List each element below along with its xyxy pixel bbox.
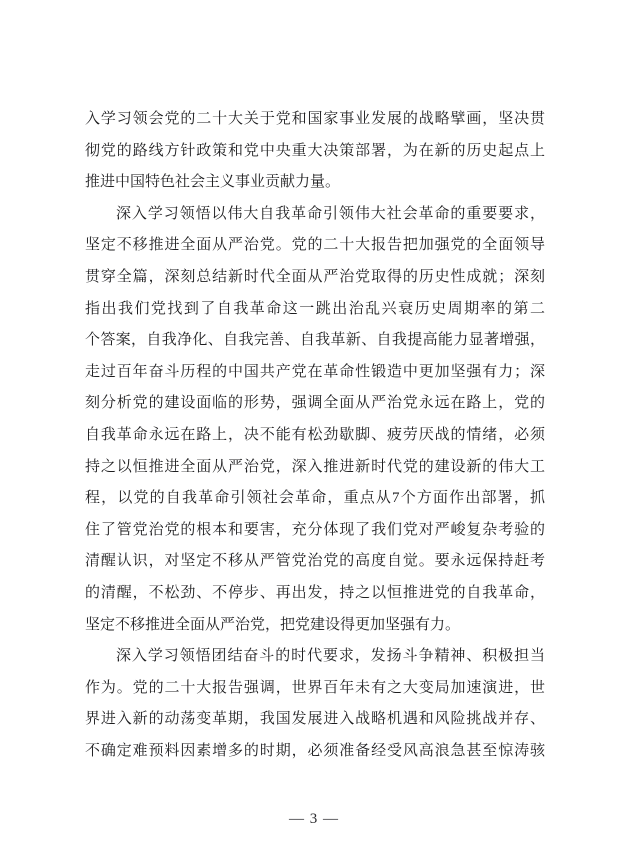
text-line: 自我革命永远在路上，决不能有松劲歇脚、疲劳厌战的情绪，必须 xyxy=(85,426,545,443)
text-line: 作为。党的二十大报告强调，世界百年未有之大变局加速演进，世 xyxy=(85,679,545,696)
text-line: 持之以恒推进全面从严治党，深入推进新时代党的建设新的伟大工 xyxy=(85,458,545,475)
text-line: 坚定不移推进全面从严治党。党的二十大报告把加强党的全面领导 xyxy=(85,237,545,254)
text-line: 贯穿全篇，深刻总结新时代全面从严治党取得的历史性成就；深刻 xyxy=(85,268,545,285)
text-line: 走过百年奋斗历程的中国共产党在革命性锻造中更加坚强有力；深 xyxy=(85,363,545,380)
text-line: 住了管党治党的根本和要害，充分体现了我们党对严峻复杂考验的 xyxy=(85,521,545,538)
text-line: 程，以党的自我革命引领社会革命，重点从7个方面作出部署，抓 xyxy=(85,490,545,507)
text-line: 深入学习领悟团结奋斗的时代要求，发扬斗争精神、积极担当 xyxy=(116,648,545,665)
page-number: — 3 — xyxy=(289,811,339,827)
text-line: 清醒认识，对坚定不移从严管党治党的高度自觉。要永远保持赶考 xyxy=(85,553,545,570)
text-line: 彻党的路线方针政策和党中央重大决策部署，为在新的历史起点上 xyxy=(85,142,545,159)
text-line: 指出我们党找到了自我革命这一跳出治乱兴衰历史周期率的第二 xyxy=(85,300,545,317)
text-block xyxy=(85,104,545,767)
text-line: 个答案，自我净化、自我完善、自我革新、自我提高能力显著增强， xyxy=(85,332,545,349)
text-line: 深入学习领悟以伟大自我革命引领伟大社会革命的重要要求， xyxy=(116,205,545,222)
text-line: 不确定难预料因素增多的时期，必须准备经受风高浪急甚至惊涛骇 xyxy=(85,742,545,759)
text-line: 刻分析党的建设面临的形势，强调全面从严治党永远在路上，党的 xyxy=(85,395,545,412)
text-line: 入学习领会党的二十大关于党和国家事业发展的战略擘画，坚决贯 xyxy=(85,111,545,127)
text-line: 界进入新的动荡变革期，我国发展进入战略机遇和风险挑战并存、 xyxy=(85,711,545,728)
text-line: 坚定不移推进全面从严治党，把党建设得更加坚强有力。 xyxy=(85,616,461,633)
text-line: 的清醒，不松劲、不停步、再出发，持之以恒推进党的自我革命， xyxy=(85,584,545,601)
text-line: 推进中国特色社会主义事业贡献力量。 xyxy=(85,174,341,191)
